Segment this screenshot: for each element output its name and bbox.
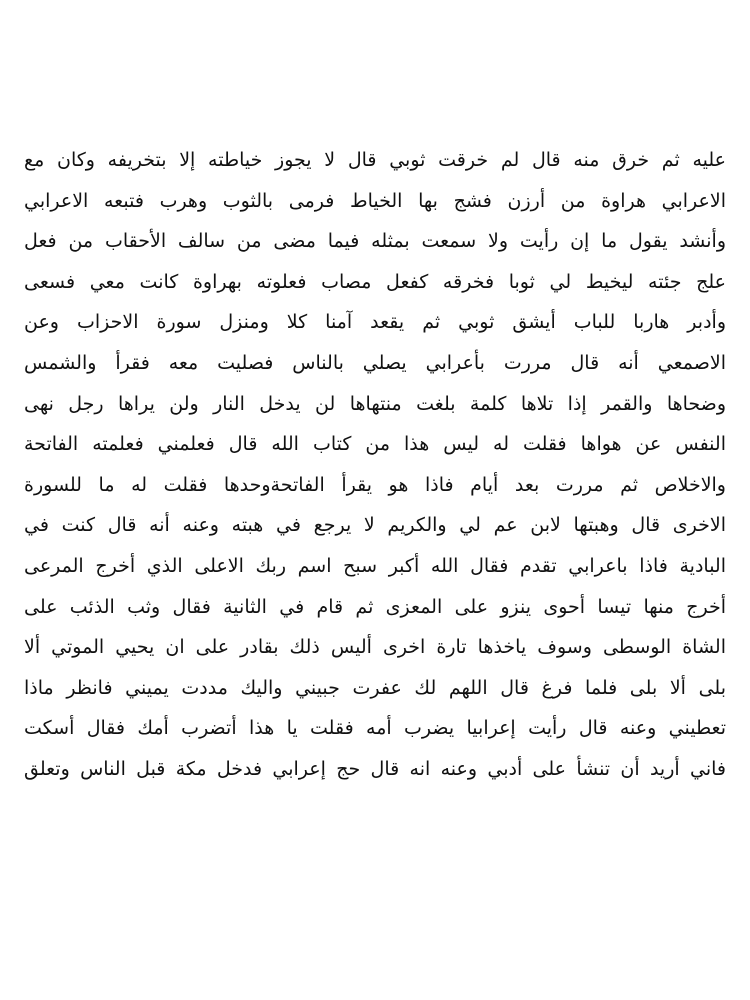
text-line: أخرج منها تيسا أحوى ينزو على المعزى ثم قام في الثانية فقال وثب الذئب على [24,595,726,618]
text-line: عليه ثم خرق منه قال لم خرقت ثوبي قال لا يجوز خياطته إلا بتخريفه وكان مع [24,149,726,171]
text-line: بلى ألا بلى فلما فرغ قال اللهم لك عفرت جبيني واليك مددت يميني فانظر ماذا [24,676,726,699]
text-line: والاخلاص ثم مررت بعد أيام فاذا هو يقرأ الفاتحةوحدها فقلت له ما للسورة [24,473,726,496]
body-text [24,140,726,790]
text-line: البادية فاذا باعرابي تقدم فقال الله أكبر سبح اسم ربك الاعلى الذي أخرج المرعى [24,554,726,577]
text-line: فاني أريد أن تنشأ على أدبي وعنه انه قال حج إعرابي فدخل مكة قبل الناس وتعلق [24,757,726,780]
text-line: وأنشد يقول ما إن رأيت ولا سمعت بمثله فيما مضى من سالف الأحقاب من فعل [24,230,726,253]
text-line: النفس عن هواها فقلت له ليس هذا من كتاب الله قال فعلمني فعلمته الفاتحة [24,433,726,456]
text-line: الاصمعي أنه قال مررت بأعرابي يصلي بالناس فصليت معه فقرأ والشمس [24,351,726,374]
text-line: وأدبر هاربا للباب أيشق ثوبي ثم يقعد آمنا كلا ومنزل سورة الاحزاب وعن [24,311,726,334]
text-line: علج جئته ليخيط لي ثوبا فخرقه كفعل مصاب فعلوته بهراوة كانت معي فسعى [24,270,726,293]
text-line: تعطيني وعنه قال رأيت إعرابيا يضرب أمه فقلت يا هذا أتضرب أمك فقال أسكت [24,717,726,740]
text-line: الاخرى قال وهبتها لابن عم لي والكريم لا يرجع في هبته وعنه أنه قال كنت في [24,514,726,537]
text-line: وضحاها والقمر إذا تلاها كلمة بلغت منتهاها لن يدخل النار ولن يراها رجل نهى [24,392,726,415]
text-line: الاعرابي هراوة من أرزن فشج بها الخياط فرمى بالثوب وهرب فتبعه الاعرابي [24,189,726,212]
text-line: الشاة الوسطى وسوف ياخذها تارة اخرى أليس ذلك بقادر على ان يحيي الموتي ألا [24,636,726,659]
